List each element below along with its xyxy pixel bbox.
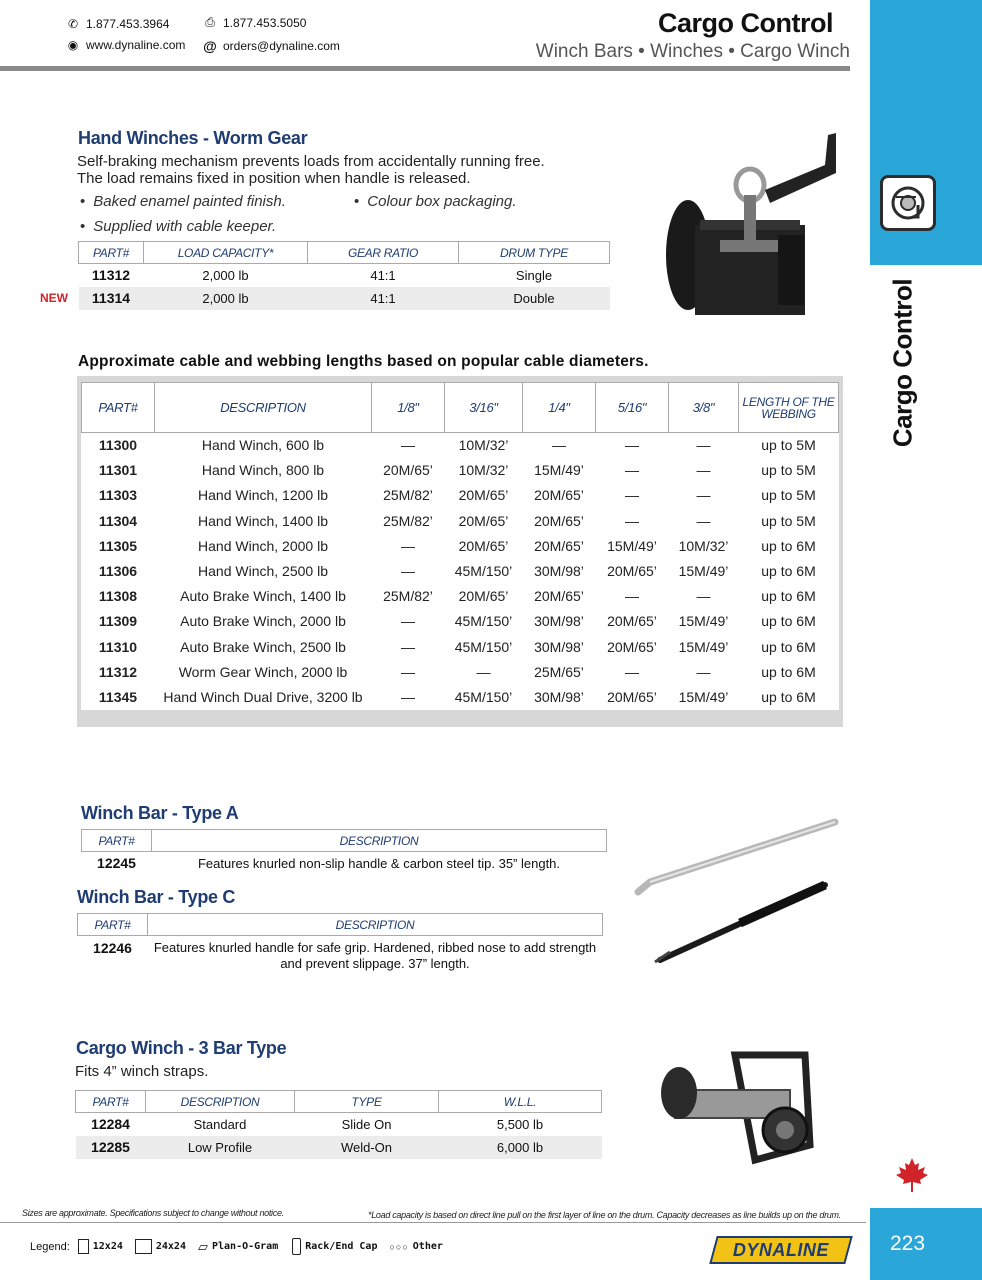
part-number: 11305	[98, 537, 138, 554]
table-cell: —	[401, 638, 415, 655]
table-row	[82, 634, 839, 659]
table-cell: 2,000 lb	[144, 287, 308, 310]
table-cell: up to 5M	[761, 512, 816, 529]
winch-bar-images	[630, 810, 845, 970]
table-cell: up to 6M	[761, 638, 816, 655]
table-cell: —	[625, 487, 639, 504]
table-cell: —	[401, 437, 415, 454]
table-row	[82, 852, 607, 875]
legend-item: Rack/End Cap	[305, 1241, 378, 1252]
table-cell: 20M/65’	[458, 588, 509, 605]
page-number: 223	[889, 1232, 926, 1255]
table-cell: Standard	[193, 1116, 247, 1132]
table-row	[78, 936, 603, 973]
column-header: 3/8"	[669, 383, 739, 433]
table-cell: 20M/65’	[458, 512, 509, 529]
worm-gear-winch-image	[660, 125, 860, 320]
cargo-winch-image	[655, 1045, 825, 1170]
legend-item: Plan-O-Gram	[211, 1241, 279, 1252]
table-cell: —	[696, 663, 711, 680]
legend-label: Legend:	[30, 1240, 70, 1253]
table-cell: —	[625, 588, 639, 605]
dynaline-logo	[709, 1236, 853, 1264]
table-cell: 30M/98’	[534, 688, 584, 705]
logo-text: DYNALINE	[732, 1239, 829, 1260]
legend-item: 24x24	[155, 1241, 186, 1252]
table-cell: up to 5M	[761, 487, 816, 504]
footnote-left: Sizes are approximate. Specifications subject to change without notice.	[22, 1208, 284, 1218]
column-header: DESCRIPTION	[148, 914, 603, 936]
table-cell: 6,000 lb	[439, 1136, 602, 1159]
table-cell: —	[696, 588, 711, 605]
header-divider	[0, 66, 850, 71]
fax-contact	[203, 15, 306, 30]
phone-icon: ✆	[67, 17, 79, 31]
part-number: 11300	[98, 437, 138, 454]
table-cell: Double	[459, 287, 610, 310]
column-header: DESCRIPTION	[146, 1091, 295, 1113]
strap-icon	[880, 175, 936, 231]
table-row	[79, 287, 610, 310]
table-cell: 20M/65’	[383, 462, 433, 479]
table-cell: 20M/65’	[534, 487, 584, 504]
table-cell: 20M/65’	[534, 588, 584, 605]
column-header: PART#	[82, 830, 152, 852]
maple-leaf-icon	[895, 1157, 929, 1193]
table-cell: 15M/49’	[678, 613, 729, 630]
table-cell: 30M/98’	[534, 613, 584, 630]
part-number: 12285	[76, 1136, 146, 1159]
table-cell: Hand Winch Dual Drive, 3200 lb	[163, 688, 363, 705]
part-number: 11314	[79, 287, 144, 310]
table-cell: Weld-On	[295, 1136, 439, 1159]
part-number: 11312	[91, 267, 131, 284]
winch-bar-a-table	[81, 829, 607, 875]
part-number: 11310	[98, 638, 138, 655]
table-cell: up to 6M	[761, 613, 816, 630]
table-cell: Single	[515, 267, 553, 283]
table-cell: 25M/82’	[383, 512, 433, 529]
table-cell: 15M/49’	[607, 537, 657, 554]
footer-divider	[0, 1222, 866, 1223]
part-number: 11345	[98, 688, 138, 705]
table-row	[82, 533, 839, 558]
fax-number: 1.877.453.5050	[223, 15, 307, 30]
table-cell: —	[625, 437, 639, 454]
website-link[interactable]: www.dynaline.com	[86, 38, 186, 52]
page-title: Cargo Control	[658, 8, 833, 38]
table-row	[82, 584, 839, 609]
table-cell: 30M/98’	[534, 563, 584, 580]
table-cell: Low Profile	[146, 1136, 295, 1159]
part-number: 11303	[98, 487, 138, 504]
column-header: PART#	[76, 1091, 146, 1113]
table-cell: —	[552, 437, 566, 454]
cargo-winch-title: Cargo Winch - 3 Bar Type	[76, 1038, 287, 1058]
table-cell: 15M/49’	[678, 688, 729, 705]
table-cell: 41:1	[308, 287, 459, 310]
table-row	[82, 508, 839, 533]
table-cell: up to 6M	[761, 663, 816, 680]
worm-gear-desc-1: Self-braking mechanism prevents loads from accidentally running free.	[77, 153, 545, 170]
worm-gear-desc-2: The load remains fixed in position when handle is released.	[77, 170, 471, 187]
table-cell: 15M/49’	[678, 563, 729, 580]
table-row	[82, 458, 839, 483]
table-row	[76, 1113, 602, 1136]
table-cell: —	[476, 663, 491, 680]
other-icon: ○○○	[389, 1241, 409, 1252]
table-cell: 25M/82’	[383, 588, 433, 605]
table-cell: —	[696, 462, 711, 479]
table-cell: 45M/150’	[454, 613, 513, 630]
table-cell	[148, 936, 603, 973]
table-cell: Hand Winch, 2500 lb	[198, 563, 328, 580]
table-row	[79, 264, 610, 287]
rack-end-cap-icon	[292, 1238, 301, 1255]
part-number: 12284	[91, 1116, 130, 1133]
part-number: 11312	[98, 663, 138, 680]
table-cell: Slide On	[341, 1116, 392, 1132]
plan-o-gram-icon: ▱	[197, 1238, 208, 1254]
table-cell: 45M/150’	[454, 638, 513, 655]
table-cell: Auto Brake Winch, 2500 lb	[180, 638, 346, 655]
table-cell: 5,500 lb	[496, 1116, 544, 1132]
table-cell: 45M/150’	[454, 688, 513, 705]
table-cell: up to 6M	[761, 563, 816, 580]
column-header: 5/16"	[596, 383, 669, 433]
table-row	[82, 659, 839, 684]
globe-icon: ◉	[67, 38, 79, 52]
table-cell: 20M/65’	[607, 688, 657, 705]
cargo-winch-table	[75, 1090, 602, 1159]
description-line: and prevent slippage. 37” length.	[280, 956, 470, 971]
table-cell: 10M/32’	[678, 537, 729, 554]
column-header: LOAD CAPACITY*	[144, 242, 308, 264]
new-badge: NEW	[40, 291, 68, 305]
column-header: GEAR RATIO	[308, 242, 459, 264]
winch-bar-a-title: Winch Bar - Type A	[81, 803, 239, 823]
part-number: 11308	[98, 588, 138, 605]
winch-bar-c-title: Winch Bar - Type C	[77, 887, 236, 907]
table-cell: Features knurled non-slip handle & carbon steel tip. 35” length.	[197, 855, 561, 871]
part-number: 11304	[98, 512, 138, 529]
table-cell: —	[625, 512, 639, 529]
table-cell: 41:1	[370, 267, 396, 283]
table-cell: 20M/65’	[607, 563, 657, 580]
table-cell: 10M/32’	[458, 437, 509, 454]
table-cell: up to 5M	[761, 462, 816, 479]
part-number: 11306	[98, 563, 138, 580]
planogram-12x24-icon	[78, 1239, 89, 1254]
table-row	[82, 483, 839, 508]
table-cell: —	[401, 537, 415, 554]
fax-icon: ⎙	[205, 15, 215, 29]
part-number: 11301	[98, 462, 138, 479]
column-header: 1/8"	[372, 383, 445, 433]
column-header: TYPE	[295, 1091, 439, 1113]
table-cell: 15M/49’	[534, 462, 584, 479]
table-row	[82, 684, 839, 709]
table-cell: Hand Winch, 1200 lb	[198, 487, 328, 504]
winch-bar-c-table	[77, 913, 603, 972]
column-header: PART#	[79, 242, 144, 264]
table-cell: 15M/49’	[678, 638, 729, 655]
bullet-item: • Colour box packaging.	[354, 193, 517, 210]
table-cell: —	[696, 437, 711, 454]
sidebar-label-text: Cargo Control	[887, 278, 918, 448]
table-cell: 2,000 lb	[202, 267, 249, 283]
email-contact	[203, 38, 340, 54]
table-cell: —	[625, 663, 639, 680]
worm-gear-title: Hand Winches - Worm Gear	[78, 128, 308, 148]
table-cell: —	[401, 563, 415, 580]
table-row	[76, 1136, 602, 1159]
website-contact	[66, 38, 185, 52]
table-cell: 25M/82’	[383, 487, 433, 504]
table-cell: Auto Brake Winch, 2000 lb	[180, 613, 346, 630]
cargo-winch-desc: Fits 4” winch straps.	[75, 1063, 209, 1080]
column-header: DRUM TYPE	[459, 242, 610, 264]
table-row	[82, 558, 839, 583]
table-cell: 45M/150’	[454, 563, 513, 580]
part-number: 12246	[93, 940, 132, 956]
column-header: LENGTH OF THE WEBBING	[739, 383, 839, 433]
table-cell: —	[625, 462, 639, 479]
legend-item: Other	[412, 1241, 443, 1252]
page-subtitle: Winch Bars • Winches • Cargo Winch	[535, 41, 850, 62]
table-cell: up to 6M	[761, 688, 816, 705]
table-cell: Hand Winch, 2000 lb	[198, 537, 328, 554]
table-cell: up to 6M	[761, 588, 816, 605]
table-cell: —	[696, 512, 711, 529]
description-line: Features knurled handle for safe grip. Hardened, ribbed nose to add strength	[153, 940, 597, 955]
table-cell: —	[696, 487, 711, 504]
table-cell: —	[401, 613, 415, 630]
column-header: PART#	[82, 383, 155, 433]
part-number: 11309	[98, 613, 138, 630]
sidebar-section-label	[878, 278, 928, 448]
legend-item: 12x24	[92, 1241, 123, 1252]
table-cell: Worm Gear Winch, 2000 lb	[178, 663, 348, 680]
table-cell: —	[401, 688, 415, 705]
column-header: W.L.L.	[439, 1091, 602, 1113]
table-cell: 20M/65’	[607, 613, 657, 630]
table-cell: Hand Winch, 1400 lb	[198, 512, 328, 529]
worm-gear-table	[78, 241, 610, 310]
table-cell: 25M/65’	[534, 663, 584, 680]
table-cell: 20M/65’	[458, 487, 509, 504]
column-header: 3/16"	[445, 383, 523, 433]
table-cell: 20M/65’	[458, 537, 509, 554]
footnote-right: *Load capacity is based on direct line pull on the first layer of line on the drum. Capacity decreases as line builds up on the drum.	[368, 1210, 841, 1220]
table-cell: 20M/65’	[534, 512, 584, 529]
table-cell: 30M/98’	[534, 638, 584, 655]
table-cell: up to 5M	[761, 437, 816, 454]
bullet-item: • Baked enamel painted finish.	[80, 193, 286, 210]
email-link[interactable]: orders@dynaline.com	[223, 39, 340, 53]
table-row	[82, 609, 839, 634]
planogram-24x24-icon	[135, 1239, 152, 1254]
column-header: DESCRIPTION	[155, 383, 372, 433]
table-row	[82, 433, 839, 458]
bullet-item: • Supplied with cable keeper.	[80, 218, 276, 235]
table-cell: Auto Brake Winch, 1400 lb	[180, 588, 346, 605]
cable-table-title: Approximate cable and webbing lengths based on popular cable diameters.	[78, 353, 649, 370]
part-number: 12245	[97, 855, 136, 872]
table-cell: Hand Winch, 600 lb	[201, 437, 325, 454]
phone-number: 1.877.453.3964	[86, 17, 170, 31]
phone-contact	[66, 17, 169, 31]
legend	[30, 1238, 443, 1255]
table-cell: Hand Winch, 800 lb	[201, 462, 325, 479]
table-cell: 10M/32’	[458, 462, 509, 479]
table-cell: 20M/65’	[607, 638, 657, 655]
table-cell: 20M/65’	[534, 537, 584, 554]
at-icon: @	[203, 38, 217, 54]
column-header: PART#	[78, 914, 148, 936]
column-header: 1/4"	[523, 383, 596, 433]
cable-length-table	[81, 382, 839, 710]
table-cell: up to 6M	[761, 537, 816, 554]
cable-table-frame	[77, 376, 843, 727]
table-cell: —	[401, 663, 415, 680]
column-header: DESCRIPTION	[152, 830, 607, 852]
